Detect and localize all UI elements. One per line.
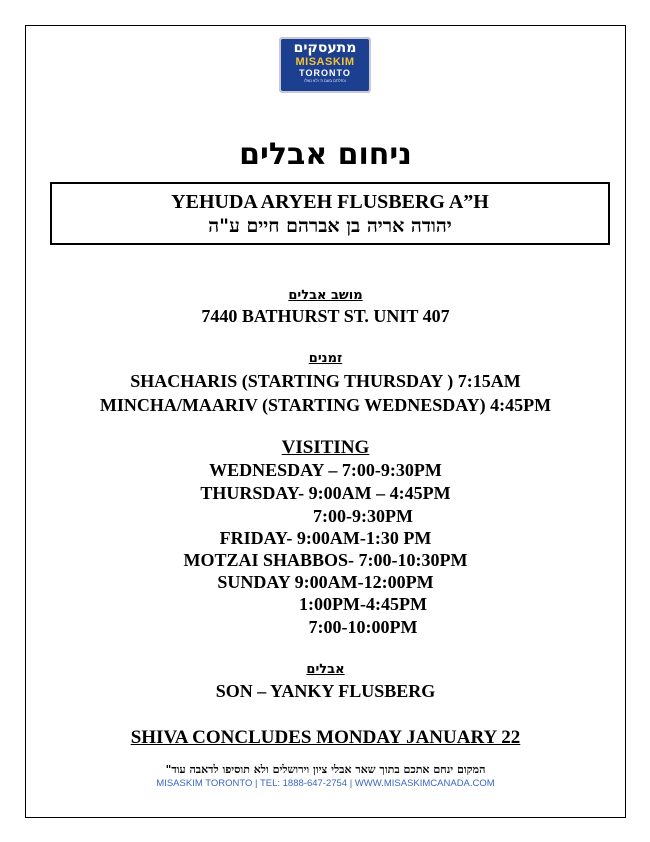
footer-contact: MISASKIM TORONTO | TEL: 1888-647-2754 | WWW.MISASKIMCANADA.COM <box>156 778 495 789</box>
visiting-line: WEDNESDAY – 7:00-9:30PM <box>209 460 442 480</box>
mourner-son: SON – YANKY FLUSBERG <box>215 681 436 701</box>
location-heading: מושב אבלים <box>288 288 363 303</box>
page-title: ניחום אבלים <box>239 137 412 172</box>
times-shacharis: SHACHARIS (STARTING THURSDAY ) 7:15AM <box>130 371 521 391</box>
logo-hebrew-text: מתעסקים <box>293 40 357 56</box>
visiting-line: THURSDAY- 9:00AM – 4:45PM <box>200 483 451 503</box>
mourners-heading: אבלים <box>306 662 345 677</box>
visiting-line: 7:00-9:30PM <box>313 506 413 526</box>
location-address: 7440 BATHURST ST. UNIT 407 <box>201 306 450 326</box>
deceased-name-english: YEHUDA ARYEH FLUSBERG A”H <box>171 191 489 213</box>
visiting-line: 7:00-10:00PM <box>308 617 418 637</box>
visiting-line: MOTZAI SHABBOS- 7:00-10:30PM <box>183 550 468 570</box>
footer-blessing: המקום ינחם אתכם בתוך שאר אבלי ציון וירושלים ולא תוסיפו לדאבה עוד" <box>165 763 486 776</box>
misaskim-logo <box>279 37 371 93</box>
deceased-name-box <box>50 182 610 245</box>
logo-tagline: ונפלתם בשם ה' ולא נשלו <box>304 78 346 83</box>
visiting-line: 1:00PM-4:45PM <box>299 594 427 614</box>
logo-name: MISASKIM <box>295 56 355 68</box>
times-heading: זמנים <box>308 351 343 366</box>
logo-city: TORONTO <box>299 68 351 78</box>
shiva-conclusion: SHIVA CONCLUDES MONDAY JANUARY 22 <box>130 727 521 748</box>
visiting-line: FRIDAY- 9:00AM-1:30 PM <box>219 528 432 548</box>
times-mincha-maariv: MINCHA/MAARIV (STARTING WEDNESDAY) 4:45PM <box>99 395 552 415</box>
visiting-heading: VISITING <box>281 437 370 458</box>
deceased-name-hebrew: יהודה אריה בן אברהם חיים ע"ה <box>208 215 452 237</box>
visiting-line: SUNDAY 9:00AM-12:00PM <box>217 572 434 592</box>
